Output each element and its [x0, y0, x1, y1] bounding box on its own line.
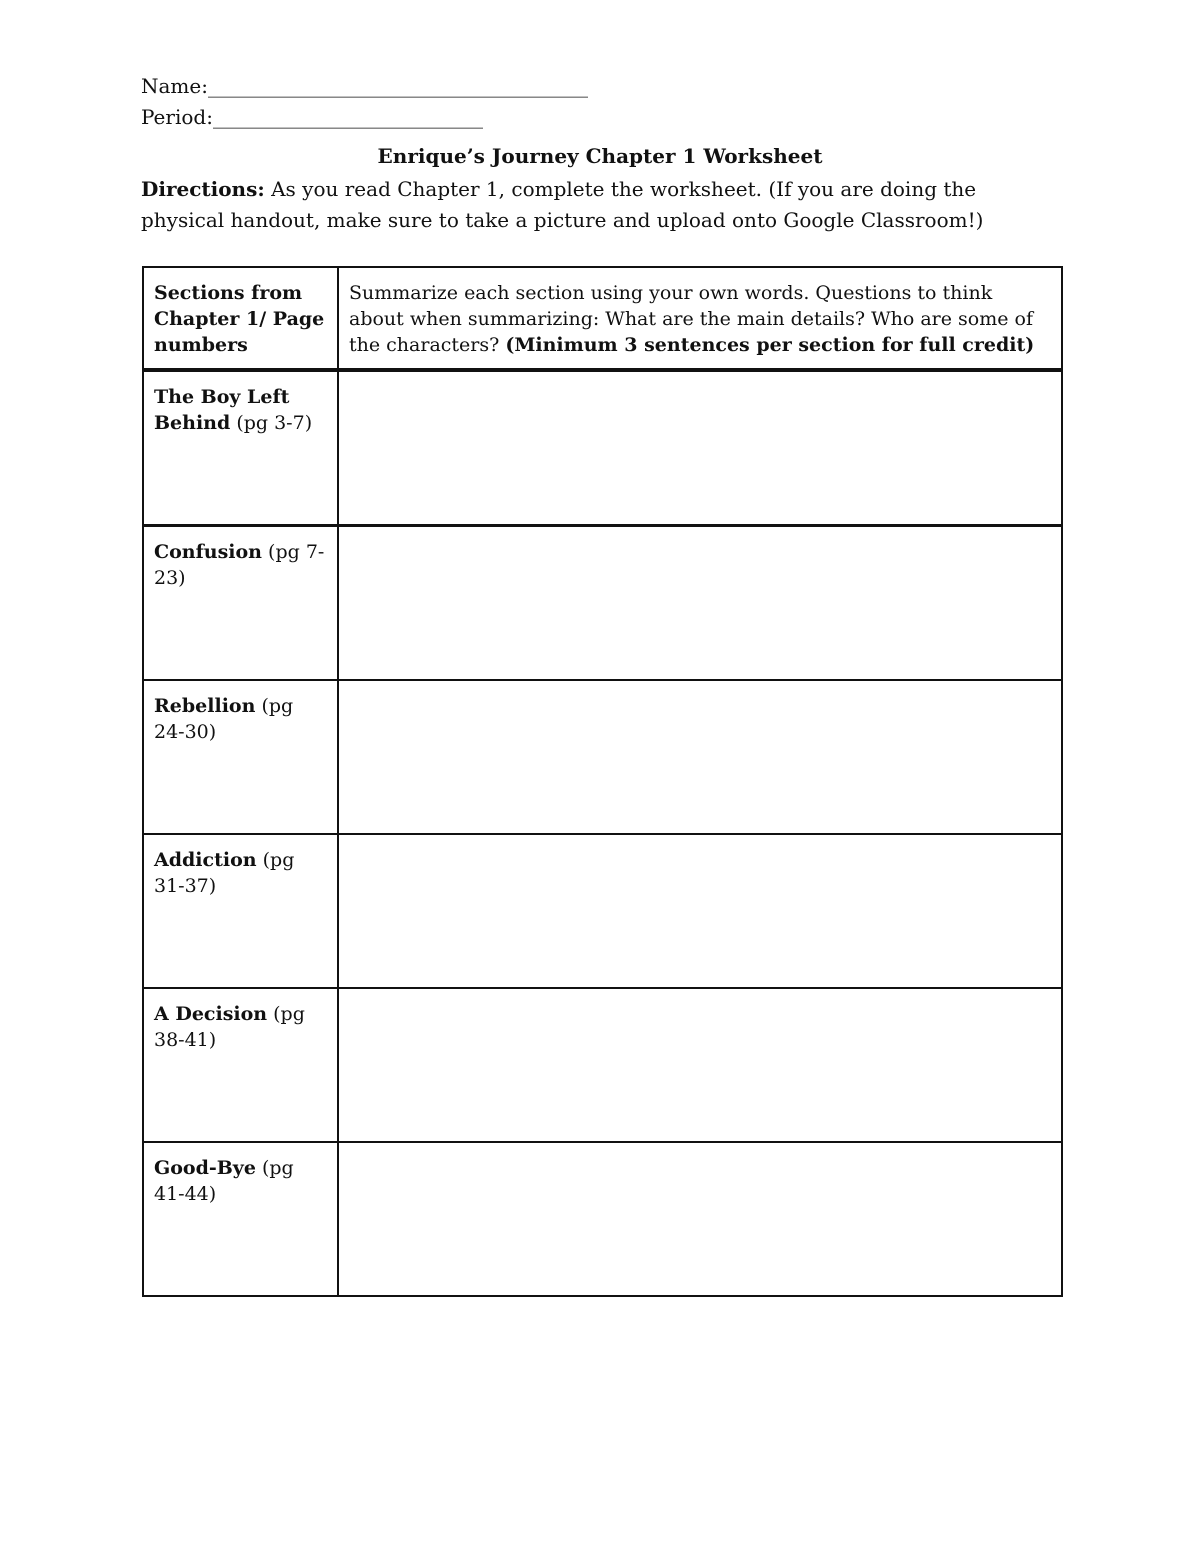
section-title: Good-Bye	[154, 1157, 256, 1179]
section-header-cell	[143, 267, 338, 370]
section-cell	[143, 526, 338, 681]
table-row	[143, 1142, 1062, 1296]
section-title: Rebellion	[154, 695, 256, 717]
summary-cell[interactable]	[338, 526, 1062, 681]
directions	[141, 174, 1041, 236]
section-title: Addiction	[154, 849, 257, 871]
summary-header-bold: (Minimum 3 sentences per section for full credit)	[505, 334, 1035, 356]
section-title: Confusion	[154, 541, 262, 563]
directions-text: As you read Chapter 1, complete the worksheet. (If you are doing the physical handout, make sure to take a picture and upload onto Google Classroom!)	[141, 177, 984, 232]
summary-header-cell	[338, 267, 1062, 370]
section-pages: (pg 24-30)	[154, 695, 294, 743]
section-pages: (pg 3-7)	[230, 412, 313, 434]
worksheet-title: Enrique’s Journey Chapter 1 Worksheet	[377, 144, 823, 168]
summary-cell[interactable]	[338, 1142, 1062, 1296]
summary-header-text: Summarize each section using your own words. Questions to think about when summarizing: What are the main details? Who are some of the characters?	[349, 282, 1034, 356]
summary-cell[interactable]	[338, 680, 1062, 834]
table-row	[143, 526, 1062, 681]
summary-cell[interactable]	[338, 370, 1062, 526]
table-row	[143, 834, 1062, 988]
section-header-text: Sections from Chapter 1/ Page numbers	[154, 282, 325, 356]
summary-cell[interactable]	[338, 988, 1062, 1142]
table-row	[143, 370, 1062, 526]
section-cell	[143, 1142, 338, 1296]
section-cell	[143, 834, 338, 988]
section-pages: (pg 31-37)	[154, 849, 295, 897]
section-title: The Boy Left Behind	[154, 386, 290, 434]
directions-label: Directions:	[141, 177, 265, 201]
section-pages: (pg 38-41)	[154, 1003, 305, 1051]
table-row	[143, 988, 1062, 1142]
table-header-row	[143, 267, 1062, 370]
period-blank: ___________________________	[212, 105, 483, 129]
section-cell	[143, 370, 338, 526]
summary-table	[142, 266, 1063, 1297]
section-pages: (pg 7-23)	[154, 541, 325, 589]
table-row	[143, 680, 1062, 834]
name-blank: ______________________________________	[207, 74, 588, 98]
name-label: Name:	[141, 74, 208, 98]
name-line	[141, 73, 588, 99]
section-cell	[143, 988, 338, 1142]
section-title: A Decision	[154, 1003, 268, 1025]
section-cell	[143, 680, 338, 834]
period-line	[141, 104, 483, 130]
section-pages: (pg 41-44)	[154, 1157, 294, 1205]
period-label: Period:	[141, 105, 213, 129]
summary-cell[interactable]	[338, 834, 1062, 988]
